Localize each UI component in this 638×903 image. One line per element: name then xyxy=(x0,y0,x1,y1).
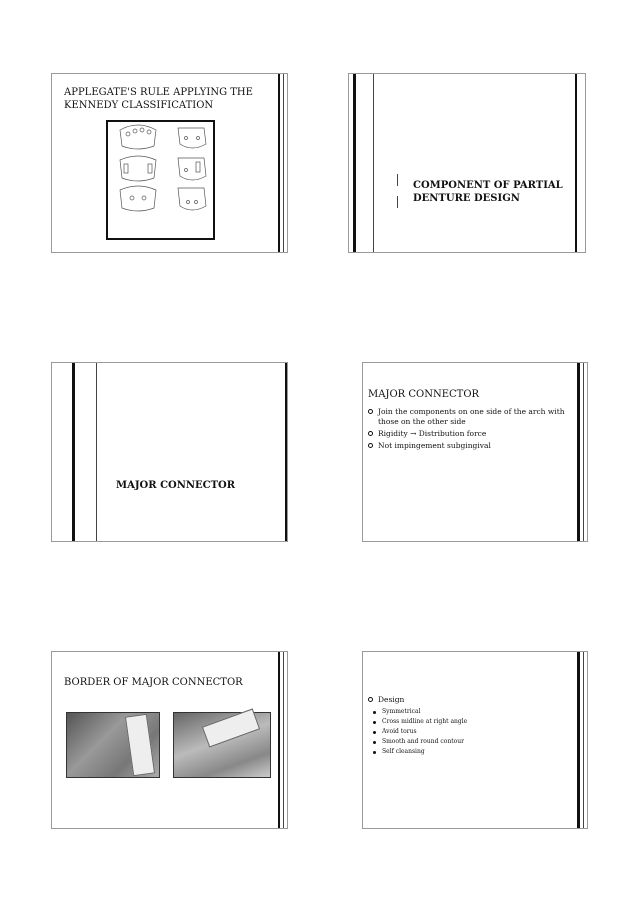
dot-bullet-icon xyxy=(373,751,376,754)
ring-bullet-icon xyxy=(368,697,373,702)
ruler-measurement-photo xyxy=(173,712,271,778)
sub-bullet-text: Symmetrical xyxy=(382,708,421,715)
ruler-icon xyxy=(125,714,155,776)
slide-edge-bar xyxy=(577,363,580,542)
slide-edge-line xyxy=(96,363,97,542)
dot-bullet-icon xyxy=(373,731,376,734)
sub-bullet-text: Smooth and round contour xyxy=(382,738,464,745)
slide-edge-bar xyxy=(278,652,280,829)
list-item xyxy=(368,441,568,451)
slide-edge-line xyxy=(583,652,584,829)
slide-title: APPLEGATE'S RULE APPLYING THE KENNEDY CLASSIFICATION xyxy=(64,87,253,111)
slide-edge-line xyxy=(397,174,398,186)
list-item xyxy=(368,407,568,427)
slide-6 xyxy=(362,651,588,829)
dot-bullet-icon xyxy=(373,741,376,744)
sub-bullet-text: Cross midline at right angle xyxy=(382,718,468,725)
slide-edge-bar xyxy=(575,74,577,253)
slide-title: BORDER OF MAJOR CONNECTOR xyxy=(64,677,243,688)
ring-bullet-icon xyxy=(368,431,373,436)
slide-edge-line xyxy=(397,196,398,208)
slide-title: MAJOR CONNECTOR xyxy=(116,480,236,491)
slide-edge-bar xyxy=(285,363,287,542)
sub-bullet-text: Self cleansing xyxy=(382,748,425,755)
slide-2 xyxy=(348,73,586,253)
bullet-list xyxy=(368,695,568,707)
sub-bullet-list xyxy=(373,707,563,757)
dental-arch-diagram xyxy=(106,120,215,240)
ring-bullet-icon xyxy=(368,409,373,414)
ruler-measurement-photo xyxy=(66,712,160,778)
slide-title: MAJOR CONNECTOR xyxy=(368,389,480,400)
list-item xyxy=(373,747,563,757)
slide-edge-line xyxy=(96,478,97,490)
list-item xyxy=(373,707,563,717)
slide-3 xyxy=(51,362,288,542)
dot-bullet-icon xyxy=(373,721,376,724)
slide-1 xyxy=(51,73,288,253)
bullet-text: Design xyxy=(378,695,405,704)
ruler-icon xyxy=(202,708,260,747)
slide-edge-bar xyxy=(577,652,580,829)
slide-edge-bar xyxy=(278,74,280,253)
list-item xyxy=(368,429,568,439)
slide-5 xyxy=(51,651,288,829)
slide-edge-line xyxy=(283,652,284,829)
ring-bullet-icon xyxy=(368,443,373,448)
slide-4 xyxy=(362,362,588,542)
bullet-text: Not impingement subgingival xyxy=(378,441,491,450)
slide-edge-bar xyxy=(353,74,356,253)
bullet-text: Rigidity → Distribution force xyxy=(378,429,487,438)
bullet-text: Join the components on one side of the arch with those on the other side xyxy=(378,407,565,426)
bullet-list xyxy=(368,407,568,453)
slide-edge-bar xyxy=(72,363,75,542)
sub-bullet-text: Avoid torus xyxy=(382,728,417,735)
list-item xyxy=(373,727,563,737)
dot-bullet-icon xyxy=(373,711,376,714)
dental-arch-icon xyxy=(108,122,213,238)
list-item xyxy=(368,695,568,705)
slide-edge-line xyxy=(283,74,284,253)
list-item xyxy=(373,717,563,727)
slide-edge-line xyxy=(373,74,374,253)
slide-edge-line xyxy=(583,363,584,542)
slide-title: COMPONENT OF PARTIAL DENTURE DESIGN xyxy=(413,180,563,204)
list-item xyxy=(373,737,563,747)
